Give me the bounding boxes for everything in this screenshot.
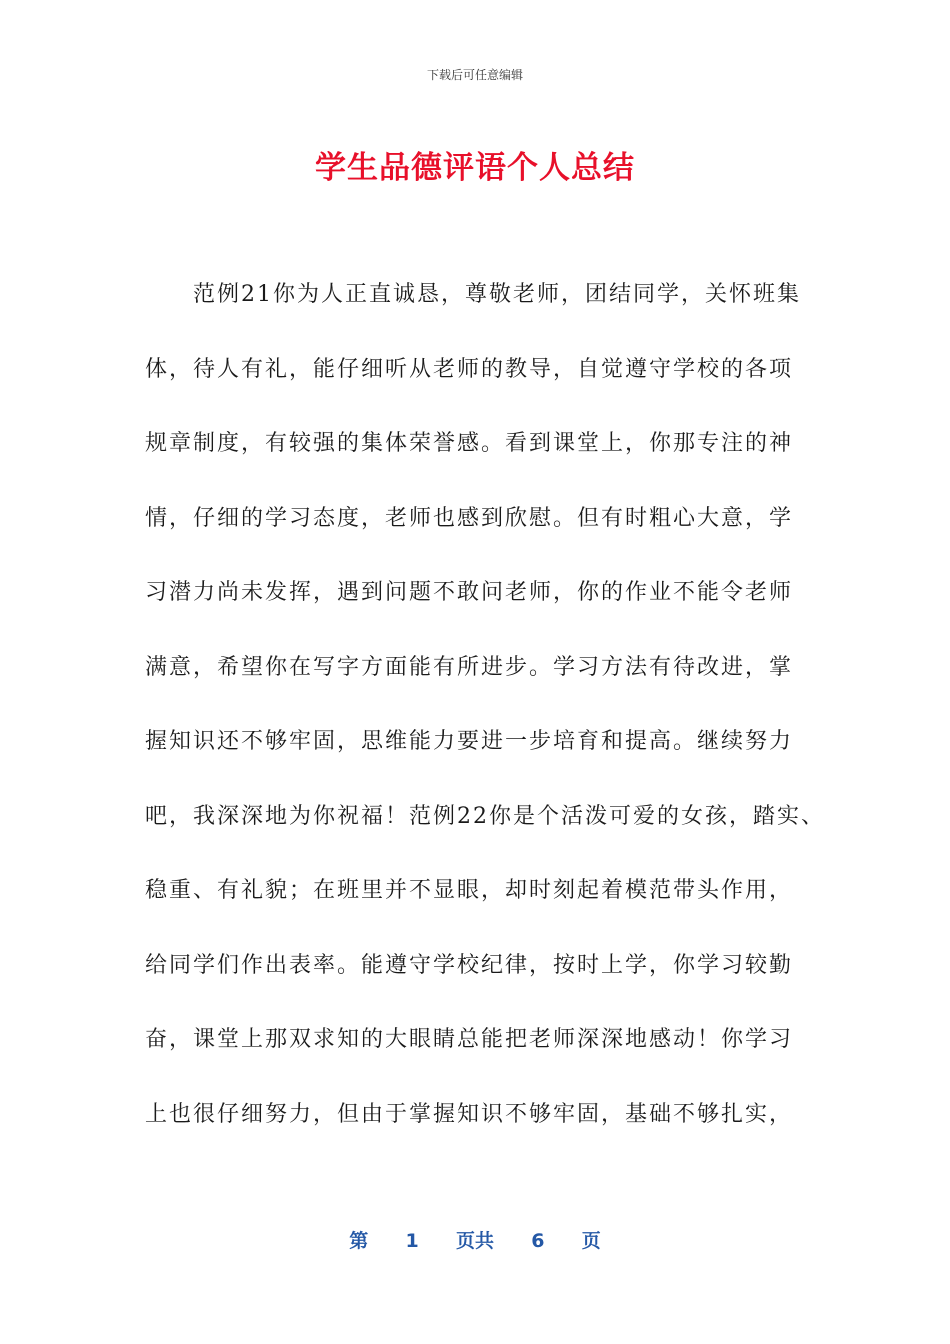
document-title: 学生品德评语个人总结 (315, 150, 635, 186)
page-current: 1 (405, 1230, 419, 1252)
page-total: 6 (531, 1230, 545, 1252)
body-line-9: 稳重、有礼貌；在班里并不显眼，却时刻起着模范带头作用， (145, 878, 794, 903)
page-suffix: 页 (581, 1230, 601, 1252)
document-body (145, 272, 825, 1166)
body-line-7: 握知识还不够牢固，思维能力要进一步培育和提高。继续努力 (145, 729, 794, 754)
page-prefix: 第 (349, 1230, 369, 1252)
body-line-3: 规章制度，有较强的集体荣誉感。看到课堂上，你那专注的神 (145, 431, 794, 456)
body-line-12: 上也很仔细努力，但由于掌握知识不够牢固，基础不够扎实， (145, 1101, 794, 1127)
body-line-4: 情，仔细的学习态度，老师也感到欣慰。但有时粗心大意，学 (145, 505, 794, 531)
body-line-1: 范例21你为人正直诚恳，尊敬老师，团结同学，关怀班集 (193, 282, 801, 307)
body-line-2: 体，待人有礼，能仔细听从老师的教导，自觉遵守学校的各项 (145, 356, 794, 382)
body-line-6: 满意，希望你在写字方面能有所进步。学习方法有待改进，掌 (145, 654, 794, 680)
page-middle: 页共 (455, 1230, 494, 1252)
page-footer (0, 1226, 950, 1253)
body-line-10: 给同学们作出表率。能遵守学校纪律，按时上学，你学习较勤 (145, 952, 794, 978)
body-line-5: 习潜力尚未发挥，遇到问题不敢问老师，你的作业不能令老师 (145, 580, 794, 605)
header-note: 下载后可任意编辑 (426, 68, 523, 82)
body-line-11: 奋，课堂上那双求知的大眼睛总能把老师深深地感动！你学习 (145, 1027, 794, 1052)
body-line-8: 吧，我深深地为你祝福！范例22你是个活泼可爱的女孩，踏实、 (145, 803, 825, 829)
